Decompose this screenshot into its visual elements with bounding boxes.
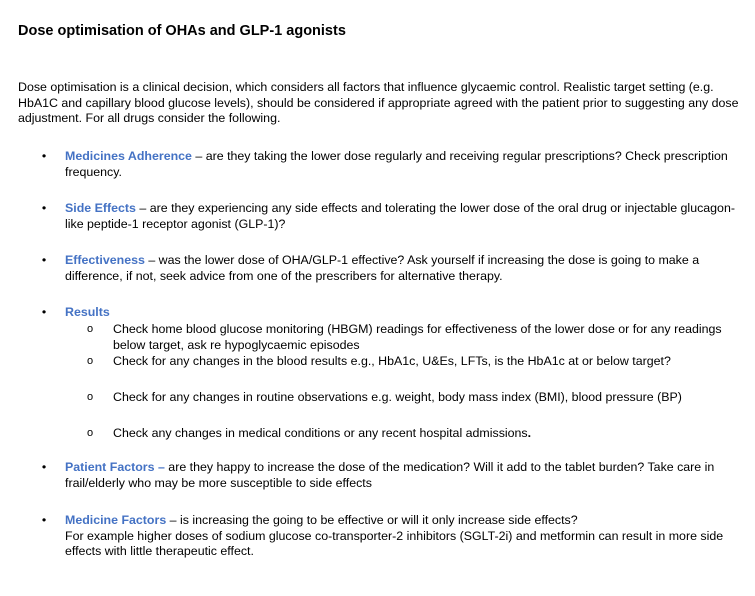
sub-bullet-icon: o	[87, 323, 94, 335]
bullet-dot: •	[41, 305, 47, 319]
bullet-effectiveness	[41, 253, 740, 284]
bullet-dot: •	[41, 201, 47, 215]
page-title: Dose optimisation of OHAs and GLP-1 agonists	[18, 23, 346, 39]
text-effectiveness: – was the lower dose of OHA/GLP-1 effective? Ask yourself if increasing the dose is going to make a difference, if not, seek advice from one of the prescribers for alternative therapy.	[65, 253, 700, 283]
results-subitem	[87, 390, 738, 406]
term-side-effects: Side Effects	[65, 201, 136, 215]
results-subitem-text: Check home blood glucose monitoring (HBGM) readings for effectiveness of the lower dose or for any readings below target, ask re hypoglycaemic episodes	[113, 322, 722, 352]
text-patient-factors: are they happy to increase the dose of the medication? Will it add to the tablet burden? Take care in frail/elderly who may be more susceptible to side effects	[65, 460, 715, 490]
term-effectiveness: Effectiveness	[65, 253, 145, 267]
results-subitem	[87, 354, 738, 370]
bullet-dot: •	[41, 513, 47, 527]
results-subitem	[87, 426, 738, 442]
text-medicine-factors: – is increasing the going to be effective or will it only increase side effects?	[166, 513, 578, 527]
sub-bullet-icon: o	[87, 355, 94, 367]
term-patient-factors: Patient Factors –	[65, 460, 165, 474]
bullet-medicine-factors	[41, 513, 740, 560]
term-medicines-adherence: Medicines Adherence	[65, 149, 192, 163]
text-medicines-adherence: – are they taking the lower dose regularly and receiving regular prescriptions? Check prescription frequency.	[65, 149, 728, 179]
intro-paragraph: Dose optimisation is a clinical decision, which considers all factors that influence glycaemic control. Realistic target setting (e.g. HbA1C and capillary blood glucose levels), should be considered if appropriate agreed with the patient prior to suggesting any dose adjustment. For all drugs consider the following.	[18, 80, 739, 125]
bullet-dot: •	[41, 149, 47, 163]
results-subitem-period: .	[527, 426, 532, 440]
bullet-patient-factors	[41, 460, 740, 491]
text-medicine-factors-example: For example higher doses of sodium glucose co-transporter-2 inhibitors (SGLT-2i) and metformin can result in more side effects with little therapeutic effect.	[65, 528, 724, 558]
bullet-side-effects	[41, 201, 740, 232]
bullet-dot: •	[41, 253, 47, 267]
results-subitem-text: Check any changes in medical conditions or any recent hospital admissions	[113, 426, 528, 440]
sub-bullet-icon: o	[87, 427, 94, 439]
term-medicine-factors: Medicine Factors	[65, 513, 167, 527]
bullet-dot: •	[41, 460, 47, 474]
bullet-results	[41, 305, 740, 321]
bullet-medicines-adherence	[41, 149, 740, 180]
sub-bullet-icon: o	[87, 391, 94, 403]
term-results: Results	[65, 305, 110, 319]
results-subitem	[87, 322, 738, 353]
results-subitem-text: Check for any changes in the blood results e.g., HbA1c, U&Es, LFTs, is the HbA1c at or below target?	[113, 354, 671, 368]
text-side-effects: – are they experiencing any side effects and tolerating the lower dose of the oral drug or injectable glucagon-like peptide-1 receptor agonist (GLP-1)?	[65, 201, 735, 231]
results-subitem-text: Check for any changes in routine observations e.g. weight, body mass index (BMI), blood pressure (BP)	[113, 390, 682, 404]
